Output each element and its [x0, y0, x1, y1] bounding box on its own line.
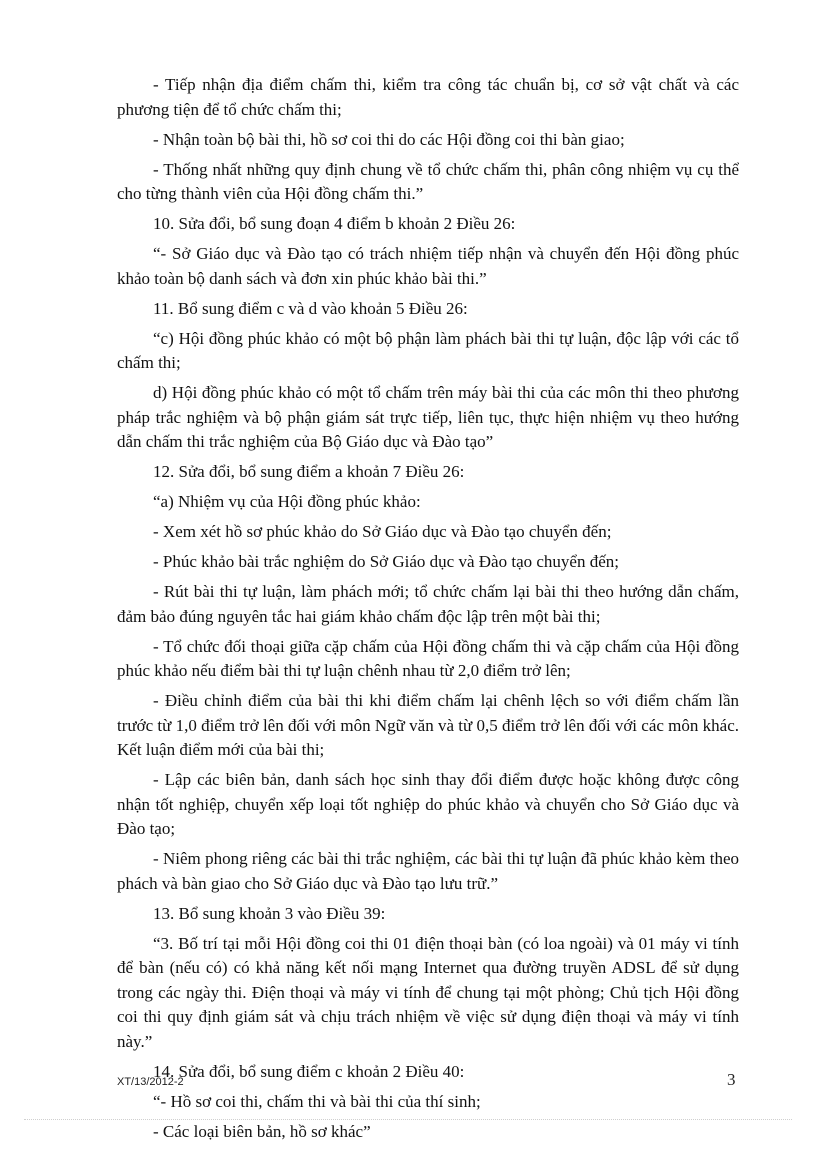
page-number: 3: [727, 1070, 736, 1089]
paragraph: - Nhận toàn bộ bài thi, hồ sơ coi thi do các Hội đồng coi thi bàn giao;: [153, 129, 625, 149]
paragraph: - Điều chỉnh điểm của bài thi khi điểm chấm lại chênh lệch so với điểm chấm lần trước từ 1,0 điểm trở lên đối với môn Ngữ văn và từ 0,5 điểm trở lên đối với các môn khác. Kết luận điểm mới của bài thi;: [117, 691, 739, 759]
paragraph: - Niêm phong riêng các bài thi trắc nghiệm, các bài thi tự luận đã phúc khảo kèm theo phách và bàn giao cho Sở Giáo dục và Đào tạo lưu trữ.”: [117, 849, 739, 893]
paragraph: - Lập các biên bản, danh sách học sinh thay đổi điểm được hoặc không được công nhận tốt nghiệp, chuyển xếp loại tốt nghiệp do phúc khảo và chuyển cho Sở Giáo dục và Đào tạo;: [117, 770, 739, 838]
paragraph: “- Hồ sơ coi thi, chấm thi và bài thi của thí sinh;: [153, 1091, 481, 1111]
paragraph: “3. Bố trí tại mỗi Hội đồng coi thi 01 điện thoại bàn (có loa ngoài) và 01 máy vi tính để bàn (nếu có) có khả năng kết nối mạng Internet qua đường truyền ADSL để sử dụng trong các ngày thi. Điện thoại và máy vi tính để chung tại một phòng; Chủ tịch Hội đồng coi thi quy định giám sát và chịu trách nhiệm về việc sử dụng điện thoại và máy vi tính này.”: [117, 933, 739, 1051]
paragraph: “c) Hội đồng phúc khảo có một bộ phận làm phách bài thi tự luận, độc lập với các tổ chấm thi;: [117, 328, 739, 372]
paragraph: - Tiếp nhận địa điểm chấm thi, kiểm tra công tác chuẩn bị, cơ sở vật chất và các phương tiện để tổ chức chấm thi;: [117, 75, 739, 119]
section-heading: 13. Bổ sung khoản 3 vào Điều 39:: [153, 903, 386, 923]
paragraph: - Xem xét hồ sơ phúc khảo do Sở Giáo dục và Đào tạo chuyển đến;: [153, 522, 612, 541]
footer-doc-code: XT/13/2012-2: [117, 1076, 184, 1088]
paragraph: “a) Nhiệm vụ của Hội đồng phúc khảo:: [153, 492, 421, 511]
paragraph: - Thống nhất những quy định chung về tổ chức chấm thi, phân công nhiệm vụ cụ thể cho từng thành viên của Hội đồng chấm thi.”: [117, 159, 739, 203]
page-bottom-divider: [24, 1119, 792, 1120]
paragraph: “- Sở Giáo dục và Đào tạo có trách nhiệm tiếp nhận và chuyển đến Hội đồng phúc khảo toàn bộ danh sách và đơn xin phúc khảo bài thi.”: [117, 244, 739, 288]
paragraph: - Phúc khảo bài trắc nghiệm do Sở Giáo dục và Đào tạo chuyển đến;: [153, 552, 619, 571]
section-heading: 14. Sửa đổi, bổ sung điểm c khoản 2 Điều 40:: [153, 1061, 465, 1081]
paragraph: - Tổ chức đối thoại giữa cặp chấm của Hội đồng chấm thi và cặp chấm của Hội đồng phúc khảo nếu điểm bài thi tự luận chênh nhau từ 2,0 điểm trở lên;: [117, 636, 739, 680]
section-heading: 10. Sửa đổi, bổ sung đoạn 4 điểm b khoản 2 Điều 26:: [153, 214, 516, 233]
paragraph: - Rút bài thi tự luận, làm phách mới; tổ chức chấm lại bài thi theo hướng dẫn chấm, đảm bảo đúng nguyên tắc hai giám khảo chấm độc lập trên một bài thi;: [117, 582, 739, 626]
section-heading: 11. Bổ sung điểm c và d vào khoản 5 Điều 26:: [153, 298, 468, 318]
paragraph: - Các loại biên bản, hồ sơ khác”: [153, 1121, 371, 1141]
document-body: [117, 73, 739, 1150]
section-heading: 12. Sửa đổi, bổ sung điểm a khoản 7 Điều 26:: [153, 462, 465, 481]
paragraph: d) Hội đồng phúc khảo có một tổ chấm trên máy bài thi của các môn thi theo phương pháp trắc nghiệm và bộ phận giám sát trực tiếp, liên tục, thực hiện nhiệm vụ theo hướng dẫn chấm thi trắc nghiệm của Bộ Giáo dục và Đào tạo”: [117, 383, 739, 451]
